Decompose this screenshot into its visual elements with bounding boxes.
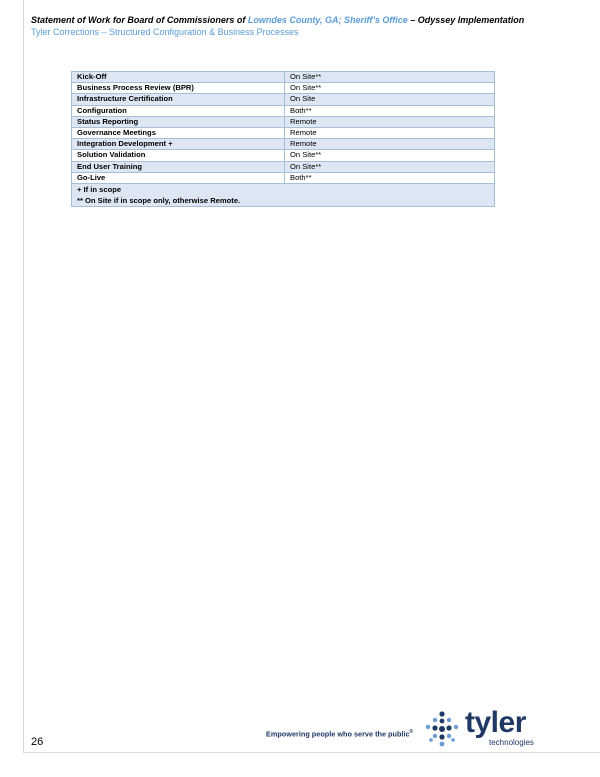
logo-dot: [439, 734, 444, 739]
activity-cell: Solution Validation: [72, 150, 285, 161]
location-cell: Both**: [285, 172, 495, 183]
table-notes-row: [72, 184, 495, 207]
table-row: [72, 72, 495, 83]
table-row: [72, 139, 495, 150]
logo-dot: [451, 738, 455, 742]
activity-cell: Status Reporting: [72, 116, 285, 127]
logo-dot: [426, 725, 430, 729]
activity-location-table: [71, 71, 495, 207]
footer-tagline: Empowering people who serve the public®: [266, 729, 414, 739]
left-margin-rule: [23, 0, 24, 752]
logo-dot: [429, 738, 433, 742]
table-row: [72, 150, 495, 161]
location-cell: Remote: [285, 116, 495, 127]
location-cell: Both**: [285, 105, 495, 116]
location-cell: On Site**: [285, 150, 495, 161]
logo-dot: [440, 719, 445, 724]
logo-dot: [446, 725, 451, 730]
location-cell: On Site**: [285, 72, 495, 83]
footer-rule: [23, 752, 600, 753]
table-row: [72, 94, 495, 105]
logo-dot: [433, 734, 437, 738]
table-row: [72, 83, 495, 94]
table-notes: [72, 184, 495, 207]
activity-cell: End User Training: [72, 161, 285, 172]
location-cell: On Site: [285, 94, 495, 105]
location-cell: Remote: [285, 139, 495, 150]
logo-dot: [447, 718, 451, 722]
logo-dot: [447, 734, 451, 738]
document-subtitle: Tyler Corrections – Structured Configuration & Business Processes: [31, 27, 299, 37]
tyler-logo-wordmark: tyler: [465, 706, 526, 739]
activity-cell: Infrastructure Certification: [72, 94, 285, 105]
activity-cell: Integration Development +: [72, 139, 285, 150]
location-cell: On Site**: [285, 83, 495, 94]
location-cell: Remote: [285, 128, 495, 139]
document-header: [31, 14, 591, 38]
logo-dot: [433, 718, 437, 722]
activity-cell: Business Process Review (BPR): [72, 83, 285, 94]
table-row: [72, 116, 495, 127]
note-in-scope: + If in scope: [77, 185, 122, 195]
logo-dot: [439, 711, 444, 716]
tyler-logo-subtext: technologies: [489, 738, 534, 747]
table-row: [72, 161, 495, 172]
note-on-site: ** On Site if in scope only, otherwise Remote.: [77, 196, 241, 206]
logo-dot: [454, 725, 458, 729]
client-name: Lowndes County, GA; Sheriff’s Office: [247, 15, 408, 25]
location-cell: On Site**: [285, 161, 495, 172]
activity-cell: Governance Meetings: [72, 128, 285, 139]
logo-dot: [432, 725, 437, 730]
page-number: 26: [31, 736, 44, 748]
activity-cell: Configuration: [72, 105, 285, 116]
table-row: [72, 128, 495, 139]
table-row: [72, 105, 495, 116]
logo-dot: [439, 726, 445, 732]
tyler-logo-icon: [423, 711, 461, 747]
activity-cell: Kick-Off: [72, 72, 285, 83]
logo-dot: [440, 742, 445, 747]
table-row: [72, 172, 495, 183]
activity-cell: Go-Live: [72, 172, 285, 183]
document-title: Statement of Work for Board of Commissioners of Lowndes County, GA; Sheriff’s Office – Odyssey Implementation: [31, 15, 525, 25]
